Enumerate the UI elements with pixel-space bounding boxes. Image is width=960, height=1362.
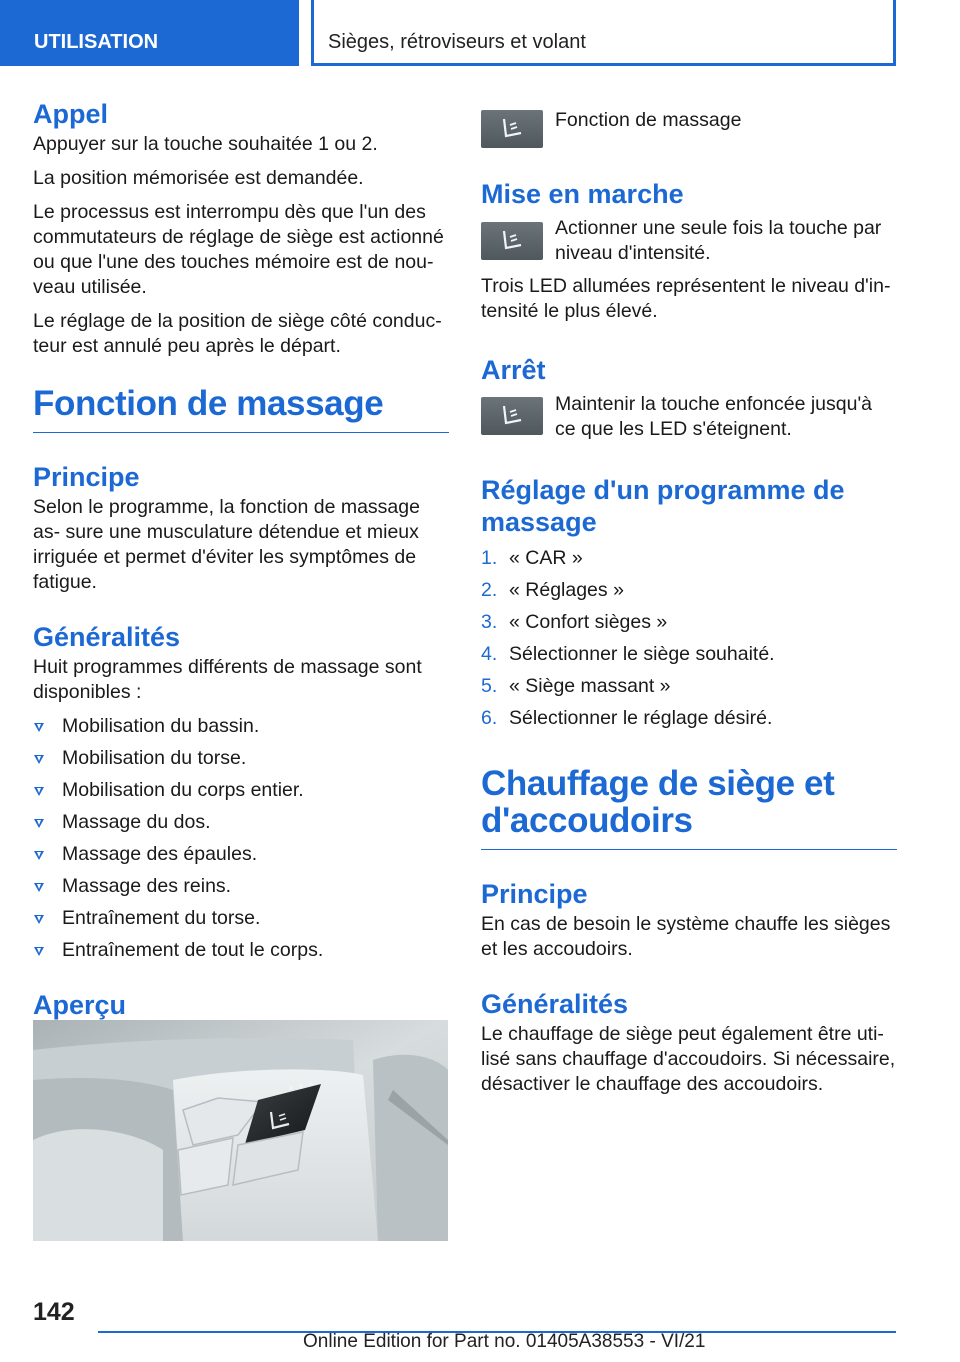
principe-heading: Principe bbox=[33, 462, 140, 492]
list-item: 2. « Réglages » bbox=[481, 579, 624, 601]
list-item: Massage du dos. bbox=[33, 810, 449, 835]
edition-text: Online Edition for Part no. 01405A38553 - VI/21 bbox=[303, 1331, 706, 1352]
massage-button-icon bbox=[481, 222, 543, 260]
page-number: 142 bbox=[33, 1298, 75, 1326]
massage-button-icon bbox=[481, 110, 543, 148]
chauffage-generalites-text: Le chauffage de siège peut également être uti‐ lisé sans chauffage d'accoudoirs. Si nécessaire, désactiver le chauffage des accoudoirs. bbox=[481, 1023, 896, 1095]
bullet-triangle-icon bbox=[34, 947, 44, 956]
program-list bbox=[33, 714, 449, 963]
apercu-heading: Aperçu bbox=[33, 990, 127, 1020]
appel-paragraph-1: Appuyer sur la touche souhaitée 1 ou 2. bbox=[33, 133, 378, 155]
list-item: 6. Sélectionner le réglage désiré. bbox=[481, 707, 773, 729]
bullet-triangle-icon bbox=[34, 819, 44, 828]
list-item: 4. Sélectionner le siège souhaité. bbox=[481, 643, 775, 665]
bullet-triangle-icon bbox=[34, 883, 44, 892]
mise-en-marche-text: Actionner une seule fois la touche par niveau d'intensité. bbox=[555, 217, 882, 264]
generalites-heading: Généralités bbox=[33, 622, 181, 652]
list-item: Entraînement de tout le corps. bbox=[33, 938, 449, 963]
bullet-triangle-icon bbox=[34, 755, 44, 764]
list-item: 3. « Confort sièges » bbox=[481, 611, 668, 633]
breadcrumb: Sièges, rétroviseurs et volant bbox=[311, 0, 896, 66]
arret-row bbox=[481, 392, 897, 442]
bullet-triangle-icon bbox=[34, 723, 44, 732]
left-column bbox=[33, 98, 449, 1023]
principe-text: Selon le programme, la fonction de massage as‐ sure une musculature détendue et mieux irriguée et permet d'éviter les symptômes de fatigue. bbox=[33, 496, 420, 593]
reglage-steps bbox=[481, 546, 897, 731]
list-item: Entraînement du torse. bbox=[33, 906, 449, 931]
list-item: Mobilisation du corps entier. bbox=[33, 778, 449, 803]
bullet-triangle-icon bbox=[34, 851, 44, 860]
generalites-text: Huit programmes différents de massage sont disponibles : bbox=[33, 656, 422, 703]
bullet-triangle-icon bbox=[34, 787, 44, 796]
massage-button-icon bbox=[481, 397, 543, 435]
list-item: Massage des reins. bbox=[33, 874, 449, 899]
section-tab: UTILISATION bbox=[0, 0, 299, 66]
appel-paragraph-4: Le réglage de la position de siège côté conduc‐ teur est annulé peu après le départ. bbox=[33, 310, 442, 357]
door-panel-photo bbox=[33, 1020, 448, 1241]
chauffage-principe-heading: Principe bbox=[481, 879, 588, 909]
chauffage-principe-text: En cas de besoin le système chauffe les sièges et les accoudoirs. bbox=[481, 913, 891, 960]
chauffage-section-heading: Chauffage de siège et d'accoudoirs bbox=[481, 765, 897, 850]
list-item: Mobilisation du torse. bbox=[33, 746, 449, 771]
appel-paragraph-2: La position mémorisée est demandée. bbox=[33, 167, 364, 189]
right-column bbox=[481, 98, 897, 1106]
list-item: Massage des épaules. bbox=[33, 842, 449, 867]
arret-text: Maintenir la touche enfoncée jusqu'à ce que les LED s'éteignent. bbox=[555, 393, 873, 440]
list-item: Mobilisation du bassin. bbox=[33, 714, 449, 739]
bullet-triangle-icon bbox=[34, 915, 44, 924]
list-item: 1. « CAR » bbox=[481, 547, 583, 569]
massage-icon-label: Fonction de massage bbox=[555, 109, 742, 131]
mise-en-marche-heading: Mise en marche bbox=[481, 179, 684, 209]
appel-paragraph-3: Le processus est interrompu dès que l'un des commutateurs de réglage de siège est actionné ou que l'une des touches mémoire est de nou‐ veau utilisée. bbox=[33, 201, 444, 298]
reglage-heading: Réglage d'un programme de massage bbox=[481, 475, 845, 537]
appel-heading: Appel bbox=[33, 99, 109, 129]
list-item: 5. « Siège massant » bbox=[481, 675, 671, 697]
mise-en-marche-paragraph: Trois LED allumées représentent le niveau d'in‐ tensité le plus élevé. bbox=[481, 275, 891, 322]
massage-icon-row bbox=[481, 108, 897, 148]
chauffage-generalites-heading: Généralités bbox=[481, 989, 629, 1019]
arret-heading: Arrêt bbox=[481, 355, 546, 385]
massage-section-heading: Fonction de massage bbox=[33, 385, 449, 433]
mise-en-marche-row bbox=[481, 216, 897, 266]
